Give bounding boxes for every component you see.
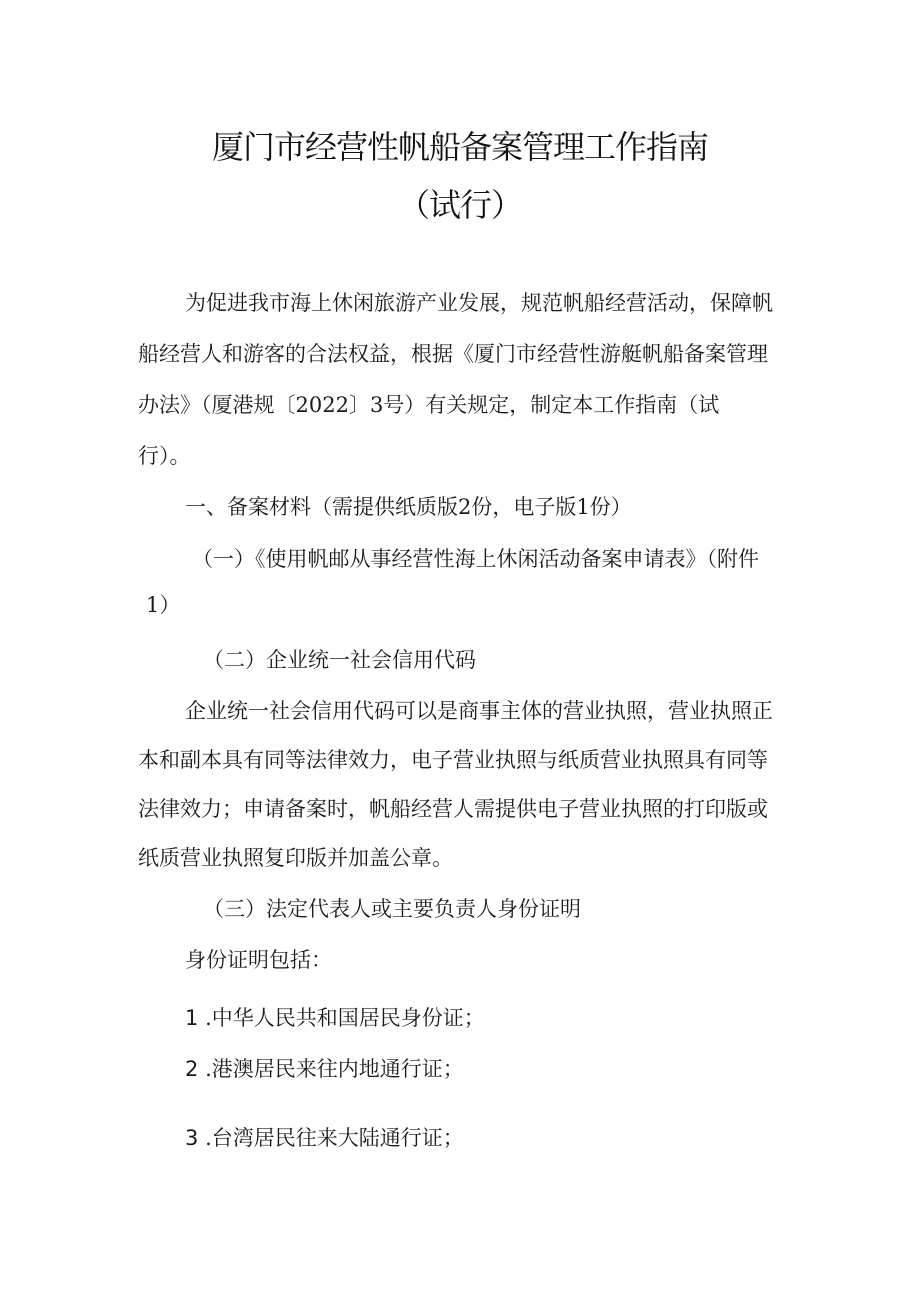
document-title: 厦门市经营性帆船备案管理工作指南 [211, 128, 708, 166]
intro-line: 行）。 [138, 444, 191, 468]
item-two-heading: （二）企业统一社会信用代码 [203, 648, 476, 672]
list-text: .港澳居民来往内地通行证； [205, 1057, 464, 1081]
list-number: 1 [185, 1006, 199, 1030]
item-two-body-line: 法律效力；申请备案时，帆船经营人需提供电子营业执照的打印版或 [138, 797, 768, 821]
intro-line: 船经营人和游客的合法权益，根据《厦门市经营性游艇帆船备案管理 [138, 342, 768, 366]
section-heading: 一、备案材料（需提供纸质版2份，电子版1份） [185, 495, 632, 519]
id-list-item [185, 1003, 485, 1033]
list-number: 3 [185, 1126, 199, 1150]
list-text: .台湾居民往来大陆通行证； [205, 1126, 464, 1150]
item-two-body-line: 企业统一社会信用代码可以是商事主体的营业执照，营业执照正 [185, 699, 773, 723]
intro-line: 办法》（厦港规〔2022〕3号）有关规定，制定本工作指南（试 [138, 393, 720, 417]
document-subtitle: （试行） [397, 186, 522, 224]
id-list-item [185, 1123, 464, 1153]
item-one-line: 1） [146, 593, 181, 617]
item-two-body-line: 纸质营业执照复印版并加盖公章。 [138, 846, 453, 870]
id-intro: 身份证明包括： [185, 948, 332, 972]
item-three-heading: （三）法定代表人或主要负责人身份证明 [203, 897, 581, 921]
item-one-line: （一）《使用帆邮从事经营性海上休闲活动备案申请表》（附件 [192, 547, 759, 571]
id-list-item [185, 1054, 464, 1084]
list-text: .中华人民共和国居民身份证； [205, 1006, 485, 1030]
intro-line: 为促进我市海上休闲旅游产业发展，规范帆船经营活动，保障帆 [185, 291, 773, 315]
item-two-body-line: 本和副本具有同等法律效力，电子营业执照与纸质营业执照具有同等 [138, 748, 768, 772]
list-number: 2 [185, 1057, 199, 1081]
